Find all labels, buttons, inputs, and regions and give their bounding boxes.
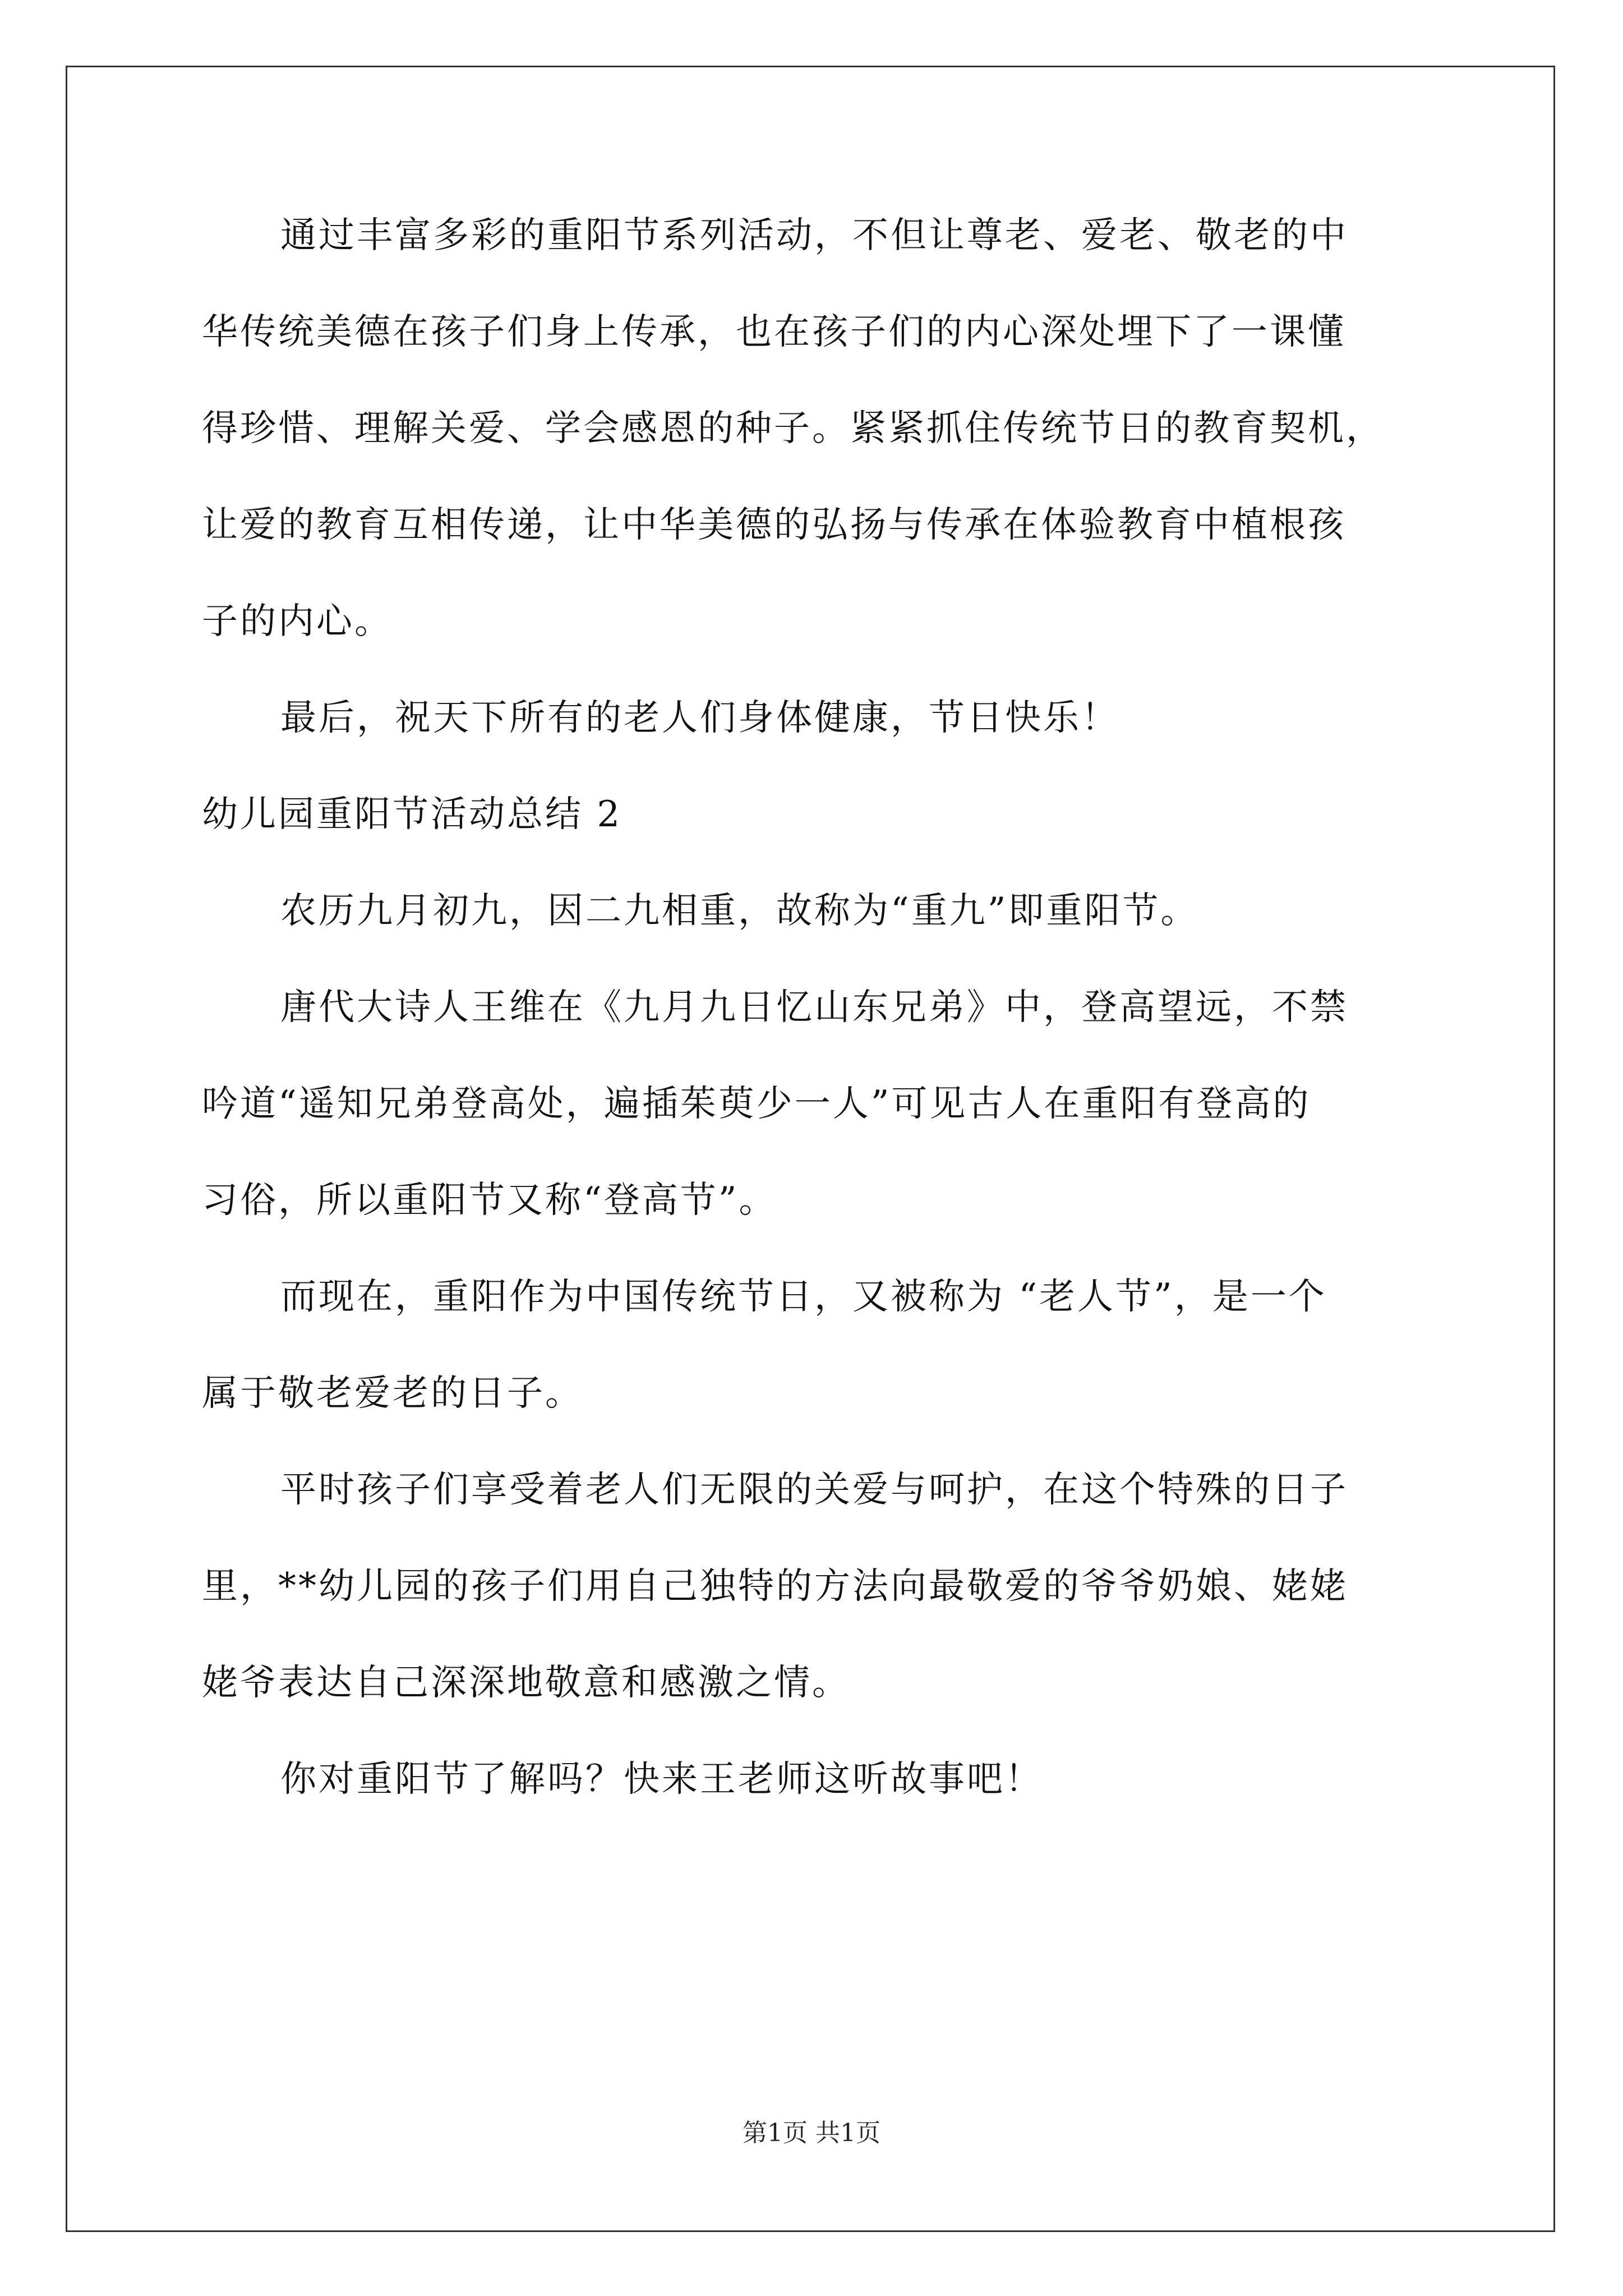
paragraph-line: 平时孩子们享受着老人们无限的关爱与呵护，在这个特殊的日子 — [280, 1469, 1348, 1511]
paragraph-line: 姥爷表达自己深深地敬意和感激之情。 — [202, 1662, 850, 1704]
paragraph-line: 你对重阳节了解吗？快来王老师这听故事吧！ — [280, 1759, 1043, 1800]
paragraph-line: 习俗，所以重阳节又称“登高节”。 — [202, 1180, 777, 1221]
paragraph-line: 而现在，重阳作为中国传统节日，又被称为 “老人节”，是一个 — [280, 1276, 1327, 1318]
paragraph-line: 让爱的教育互相传递，让中华美德的弘扬与传承在体验教育中植根孩 — [202, 504, 1346, 546]
paragraph-line: 农历九月初九，因二九相重，故称为“重九”即重阳节。 — [280, 890, 1199, 932]
paragraph-line: 吟道“遥知兄弟登高处，遍插茱萸少一人”可见古人在重阳有登高的 — [202, 1083, 1311, 1125]
paragraph-line: 里，**幼儿园的孩子们用自己独特的方法向最敬爱的爷爷奶娘、姥姥 — [202, 1566, 1348, 1607]
paragraph-line: 子的内心。 — [202, 601, 393, 642]
section-heading: 幼儿园重阳节活动总结 2 — [202, 794, 623, 835]
paragraph-line: 属于敬老爱老的日子。 — [202, 1373, 583, 1414]
paragraph-line: 最后，祝天下所有的老人们身体健康，节日快乐！ — [280, 697, 1119, 739]
paragraph-line: 得珍惜、理解关爱、学会感恩的种子。紧紧抓住传统节日的教育契机， — [202, 408, 1384, 449]
page-footer: 第1页 共1页 — [743, 2119, 880, 2147]
page-border — [66, 66, 1555, 2232]
paragraph-line: 通过丰富多彩的重阳节系列活动，不但让尊老、爱老、敬老的中 — [280, 215, 1348, 256]
paragraph-line: 唐代大诗人王维在《九月九日忆山东兄弟》中，登高望远，不禁 — [280, 987, 1348, 1028]
paragraph-line: 华传统美德在孩子们身上传承，也在孩子们的内心深处埋下了一课懂 — [202, 311, 1346, 353]
